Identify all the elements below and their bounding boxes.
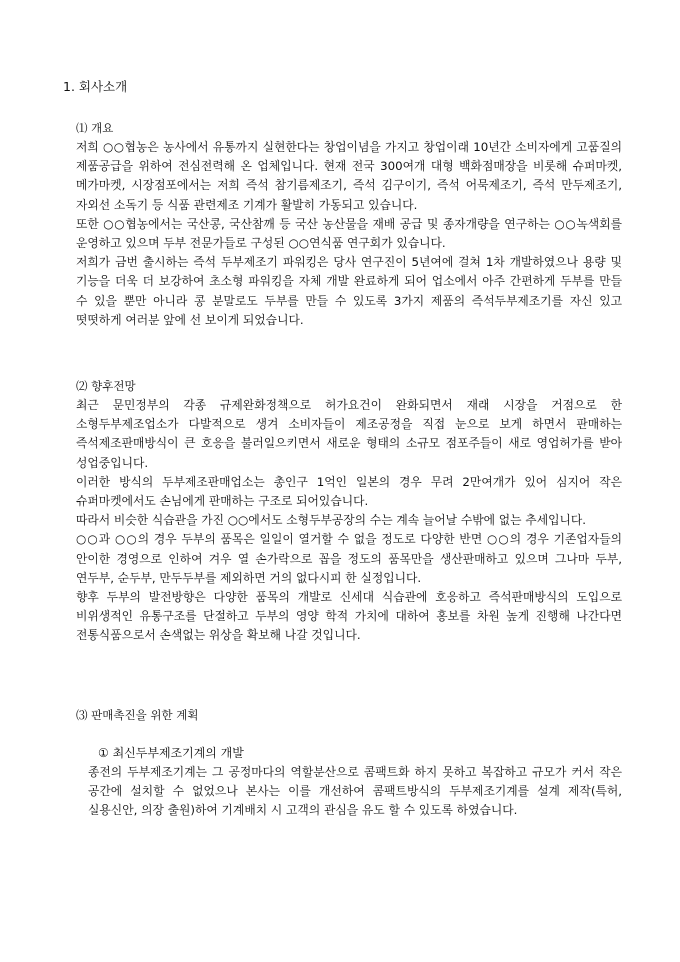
- paragraph: 최근 문민정부의 각종 규제완화정책으로 허가요건이 완화되면서 재래 시장을 거점으로 한 소형두부제조업소가 다발적으로 생겨 소비자들이 제조공정을 직접 눈으로 보게 하면서 판매하는 즉석제조판매방식이 큰 호응을 불러일으키면서 새로운 형태의 소규모 점포주들이 새로 영업허가를 받아 성업중입니다.: [76, 398, 622, 470]
- paragraph: 따라서 비슷한 식습관을 가진 ○○에서도 소형두부공장의 수는 계속 늘어날 수밖에 없는 추세입니다.: [76, 513, 587, 528]
- section-overview: [76, 119, 622, 330]
- sub-heading: ① 최신두부제조기계의 개발: [98, 746, 244, 760]
- paragraph: 향후 두부의 발전방향은 다양한 품목의 개발로 신세대 식습관에 호응하고 즉석판매방식의 도입으로 비위생적인 유통구조를 단절하고 두부의 영양 학적 가치에 대하여 홍보를 차원 높게 진행해 나간다면 전통식품으로서 손색없는 위상을 확보해 나갈 것입니다.: [76, 590, 622, 643]
- document-title: 1. 회사소개: [63, 79, 128, 94]
- section-sales-plan: [76, 706, 622, 821]
- section-heading: ⑴ 개요: [76, 121, 114, 135]
- paragraph: 또한 ○○협농에서는 국산콩, 국산참깨 등 국산 농산물을 재배 공급 및 종자개량을 연구하는 ○○녹색회를 운영하고 있으며 두부 전문가들로 구성된 ○○연식품 연구회가 있습니다.: [76, 216, 622, 251]
- paragraph: 저희 ○○협농은 농사에서 유통까지 실현한다는 창업이념을 가지고 창업이래 10년간 소비자에게 고품질의 제품공급을 위하여 전심전력해 온 업체입니다. 현재 전국 300여개 대형 백화점매장을 비롯해 슈퍼마켓, 메가마켓, 시장점포에서는 저희 즉석 참기름제조기, 즉석 김구이기, 즉석 어묵제조기, 즉석 만두제조기, 자외선 소독기 등 식품 관련제조 기계가 활발히 가동되고 있습니다.: [76, 140, 622, 212]
- paragraph: 저희가 금번 출시하는 즉석 두부제조기 파워킹은 당사 연구진이 5년여에 걸쳐 1차 개발하였으나 용량 및 기능을 더욱 더 보강하여 초소형 파워킹을 자체 개발 완료하게 되어 업소에서 아주 간편하게 두부를 만들 수 있을 뿐만 아니라 콩 분말로도 두부를 만들 수 있도록 3가지 제품의 즉석두부제조기를 자신 있고 떳떳하게 여러분 앞에 선 보이게 되었습니다.: [76, 255, 622, 327]
- paragraph: ○○과 ○○의 경우 두부의 품목은 일일이 열거할 수 없을 정도로 다양한 반면 ○○의 경우 기존업자들의 안이한 경영으로 인하여 겨우 열 손가락으로 꼽을 정도의 품목만을 생산판매하고 있으며 그나마 두부, 연두부, 순두부, 만두두부를 제외하면 거의 없다시피 한 실정입니다.: [76, 532, 622, 585]
- paragraph: 종전의 두부제조기계는 그 공정마다의 역할분산으로 콤팩트화 하지 못하고 복잡하고 규모가 커서 작은 공간에 설치할 수 없었으나 본사는 이를 개선하여 콤팩트방식의 두부제조기계를 설계 제작(특허, 실용신안, 의장 출원)하여 기계배치 시 고객의 관심을 유도 할 수 있도록 하였습니다.: [88, 765, 622, 818]
- section-heading: ⑵ 향후전망: [76, 379, 136, 393]
- section-outlook: [76, 377, 622, 646]
- section-heading: ⑶ 판매촉진을 위한 계획: [76, 708, 199, 722]
- paragraph: 이러한 방식의 두부제조판매업소는 총인구 1억인 일본의 경우 무려 2만여개가 있어 심지어 작은 슈퍼마켓에서도 손님에게 판매하는 구조로 되어있습니다.: [76, 474, 622, 509]
